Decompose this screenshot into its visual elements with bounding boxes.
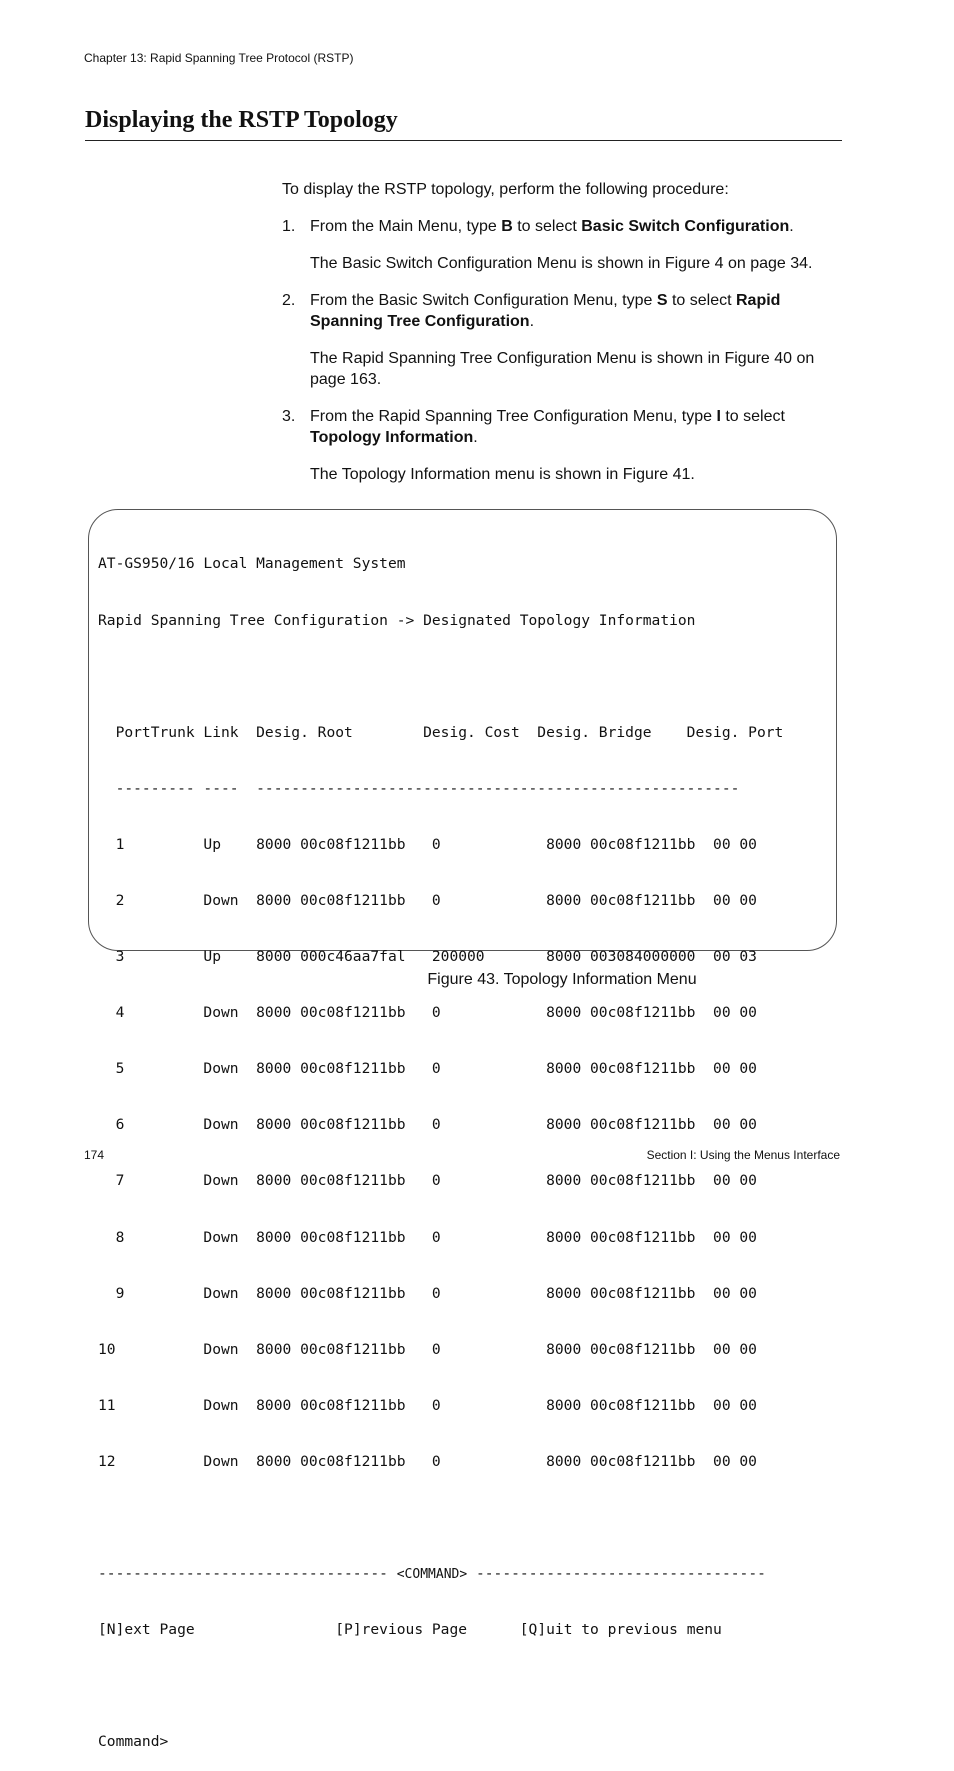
menu-target: Basic Switch Configuration [581, 218, 790, 235]
table-header: PortTrunk Link Desig. Root Desig. Cost Desig. Bridge Desig. Port [98, 723, 784, 741]
running-header: Chapter 13: Rapid Spanning Tree Protocol (RSTP) [84, 51, 354, 65]
blank-line [98, 668, 783, 687]
table-row: 3 Up 8000 000c46aa7fal 200000 8000 003084000000 00 03 [98, 948, 757, 966]
step-instruction: From the Rapid Spanning Tree Configuration Menu, type I to select Topology Information. [310, 408, 785, 446]
table-row: 12 Down 8000 00c08f1211bb 0 8000 00c08f1211bb 00 00 [98, 1452, 757, 1470]
running-footer: Section I: Using the Menus Interface [646, 1148, 840, 1162]
step-1 [282, 216, 852, 274]
table-row: 7 Down 8000 00c08f1211bb 0 8000 00c08f1211bb 00 00 [98, 1172, 757, 1190]
command-divider: --------------------------------- <COMMAND> --------------------------------- [98, 1565, 766, 1583]
table-row: 1 Up 8000 00c08f1211bb 0 8000 00c08f1211bb 00 00 [98, 835, 757, 853]
title-rule [85, 140, 842, 141]
step-note: The Basic Switch Configuration Menu is shown in Figure 4 on page 34. [310, 255, 813, 272]
table-row: 2 Down 8000 00c08f1211bb 0 8000 00c08f1211bb 00 00 [98, 891, 757, 909]
table-row: 5 Down 8000 00c08f1211bb 0 8000 00c08f1211bb 00 00 [98, 1060, 757, 1078]
table-row: 8 Down 8000 00c08f1211bb 0 8000 00c08f1211bb 00 00 [98, 1228, 757, 1246]
menu-key: S [656, 292, 668, 309]
blank-line [98, 1677, 783, 1696]
table-row: 6 Down 8000 00c08f1211bb 0 8000 00c08f1211bb 00 00 [98, 1116, 757, 1134]
menu-key: B [501, 218, 513, 235]
table-row: 4 Down 8000 00c08f1211bb 0 8000 00c08f1211bb 00 00 [98, 1004, 757, 1022]
quit-option[interactable]: [Q]uit to previous menu [519, 1621, 722, 1639]
intro-paragraph: To display the RSTP topology, perform the following procedure: [282, 181, 729, 198]
step-note: The Topology Information menu is shown in Figure 41. [310, 466, 695, 483]
system-title: AT-GS950/16 Local Management System [98, 555, 406, 573]
menu-path: Rapid Spanning Tree Configuration -> Designated Topology Information [98, 611, 696, 629]
menu-target: Rapid Spanning Tree Configuration [310, 292, 781, 330]
step-3 [282, 406, 852, 485]
command-options [98, 1621, 783, 1640]
command-prompt[interactable]: Command> [98, 1733, 169, 1751]
menu-target: Topology Information [310, 429, 474, 446]
step-number: 3. [282, 408, 296, 425]
next-page-option[interactable]: [N]ext Page [98, 1621, 195, 1639]
table-row: 11 Down 8000 00c08f1211bb 0 8000 00c08f1211bb 00 00 [98, 1396, 757, 1414]
table-row: 9 Down 8000 00c08f1211bb 0 8000 00c08f1211bb 00 00 [98, 1284, 757, 1302]
previous-page-option[interactable]: [P]revious Page [335, 1621, 468, 1639]
page-number: 174 [84, 1148, 105, 1162]
terminal-screen [98, 518, 783, 1771]
table-divider: --------- ---- ------------------------------------------------------- [98, 779, 740, 797]
step-number: 2. [282, 292, 296, 309]
step-2 [282, 290, 852, 390]
step-number: 1. [282, 218, 296, 235]
section-title: Displaying the RSTP Topology [85, 107, 398, 133]
procedure-steps [282, 216, 852, 501]
blank-line [98, 1509, 783, 1528]
menu-key: I [716, 408, 721, 425]
table-row: 10 Down 8000 00c08f1211bb 0 8000 00c08f1211bb 00 00 [98, 1340, 757, 1358]
step-instruction: From the Main Menu, type B to select Basic Switch Configuration. [310, 218, 794, 235]
command-label: <COMMAND> [396, 1567, 468, 1583]
step-instruction: From the Basic Switch Configuration Menu, type S to select Rapid Spanning Tree Configuration. [310, 292, 781, 330]
step-note: The Rapid Spanning Tree Configuration Menu is shown in Figure 40 on page 163. [310, 350, 815, 388]
figure-caption: Figure 43. Topology Information Menu [427, 971, 697, 988]
